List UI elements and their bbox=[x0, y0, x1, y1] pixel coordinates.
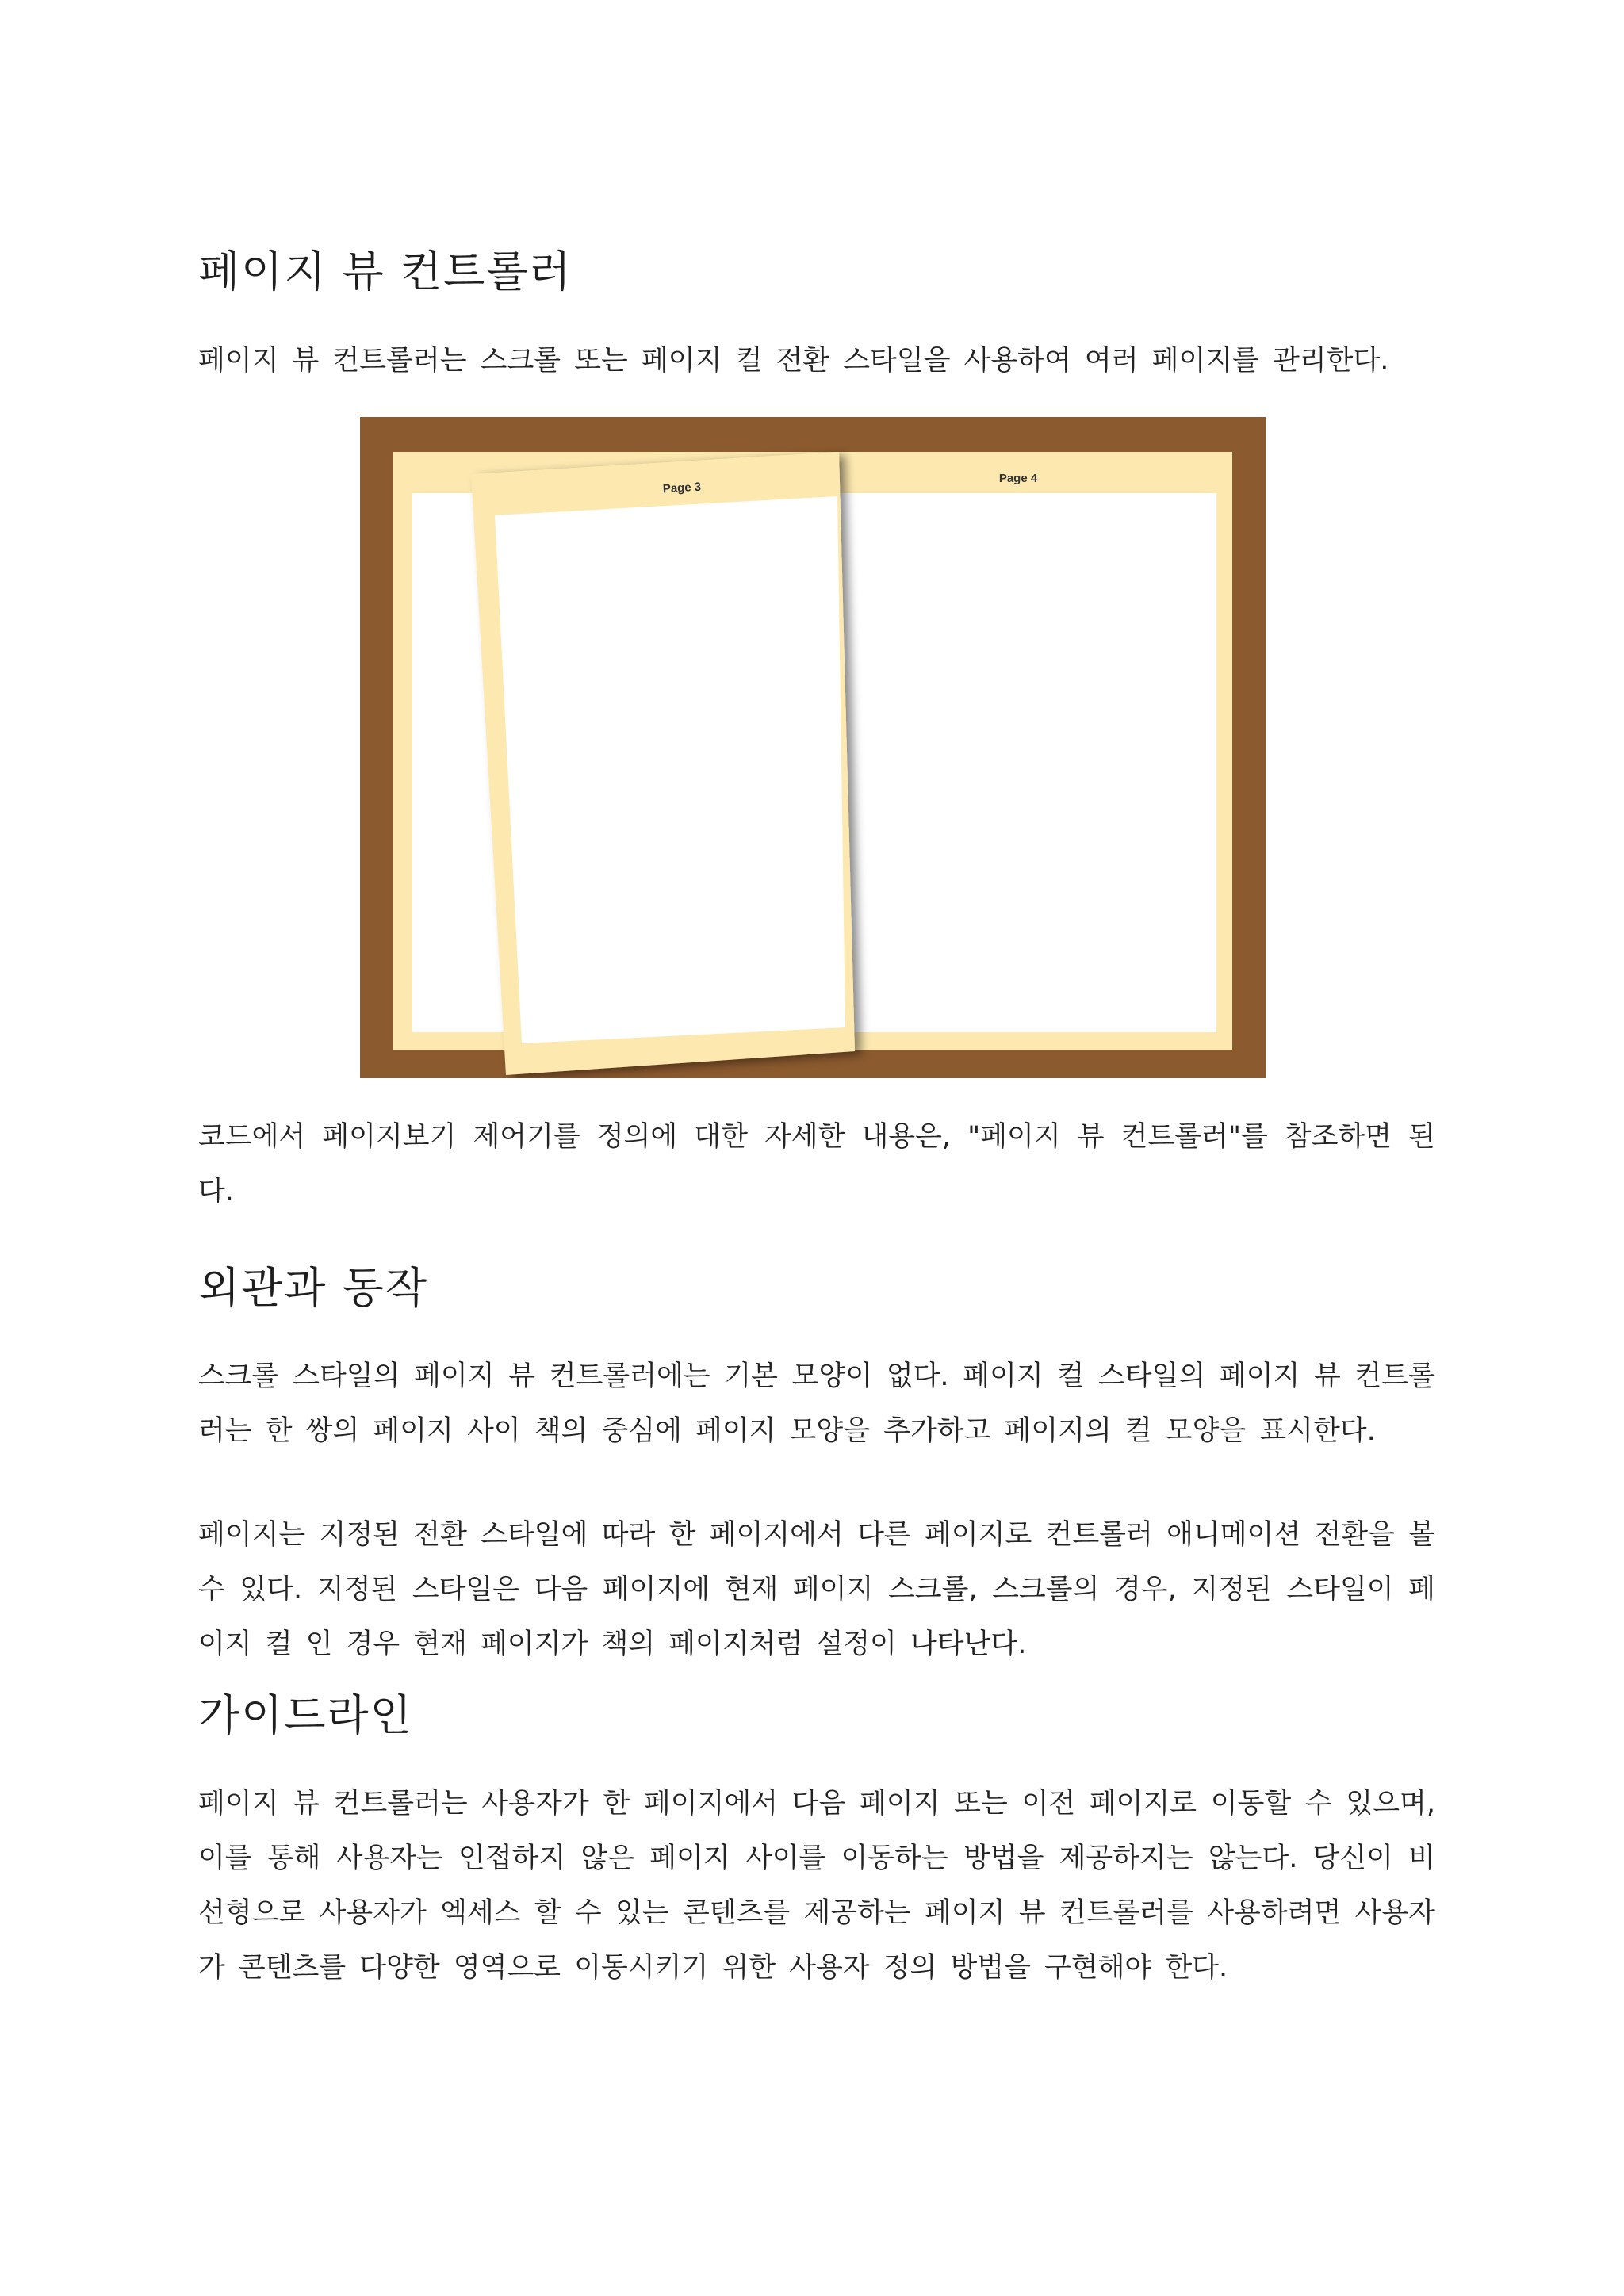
section-title-guidelines: 가이드라인 bbox=[198, 1690, 413, 1740]
reference-paragraph: 코드에서 페이지보기 제어기를 정의에 대한 자세한 내용은, "페이지 뷰 컨트롤러"를 참조하면 된다. bbox=[198, 1121, 1435, 1207]
guidelines-paragraph: 페이지 뷰 컨트롤러는 사용자가 한 페이지에서 다음 페이지 또는 이전 페이지로 이동할 수 있으며, 이를 통해 사용자는 인접하지 않은 페이지 사이를 이동하는 방법을 제공하지는 않는다. 당신이 비선형으로 사용자가 엑세스 할 수 있는 콘텐츠를 제공하는 페이지 뷰 컨트롤러를 사용하려면 사용자가 콘텐츠를 다양한 영역으로 이동시키기 위한 사용자 정의 방법을 구현해야 한다. bbox=[198, 1788, 1435, 1984]
page-4-label: Page 4 bbox=[998, 472, 1038, 485]
curled-page bbox=[471, 452, 855, 1075]
section-title-page-view-controller: 페이지 뷰 컨트롤러 bbox=[198, 247, 573, 297]
appearance-paragraph-2: 페이지는 지정된 전환 스타일에 따라 한 페이지에서 다른 페이지로 컨트롤러 애니메이션 전환을 볼 수 있다. 지정된 스타일은 다음 페이지에 현재 페이지 스크롤, 스크롤의 경우, 지정된 스타일이 페이지 컬 인 경우 현재 페이지가 책의 페이지처럼 설정이 나타난다. bbox=[198, 1519, 1435, 1660]
page-3-label: Page 3 bbox=[662, 480, 702, 496]
right-page-area bbox=[833, 493, 1216, 1032]
appearance-paragraph-1: 스크롤 스타일의 페이지 뷰 컨트롤러에는 기본 모양이 없다. 페이지 컬 스타일의 페이지 뷰 컨트롤러는 한 쌍의 페이지 사이 책의 중심에 페이지 모양을 추가하고 페이지의 컬 모양을 표시한다. bbox=[198, 1360, 1435, 1447]
section-title-appearance-behavior: 외관과 동작 bbox=[198, 1263, 428, 1313]
page-curl-illustration bbox=[360, 417, 1266, 1078]
intro-paragraph: 페이지 뷰 컨트롤러는 스크롤 또는 페이지 컬 전환 스타일을 사용하여 여러 페이지를 관리한다. bbox=[198, 345, 1389, 377]
